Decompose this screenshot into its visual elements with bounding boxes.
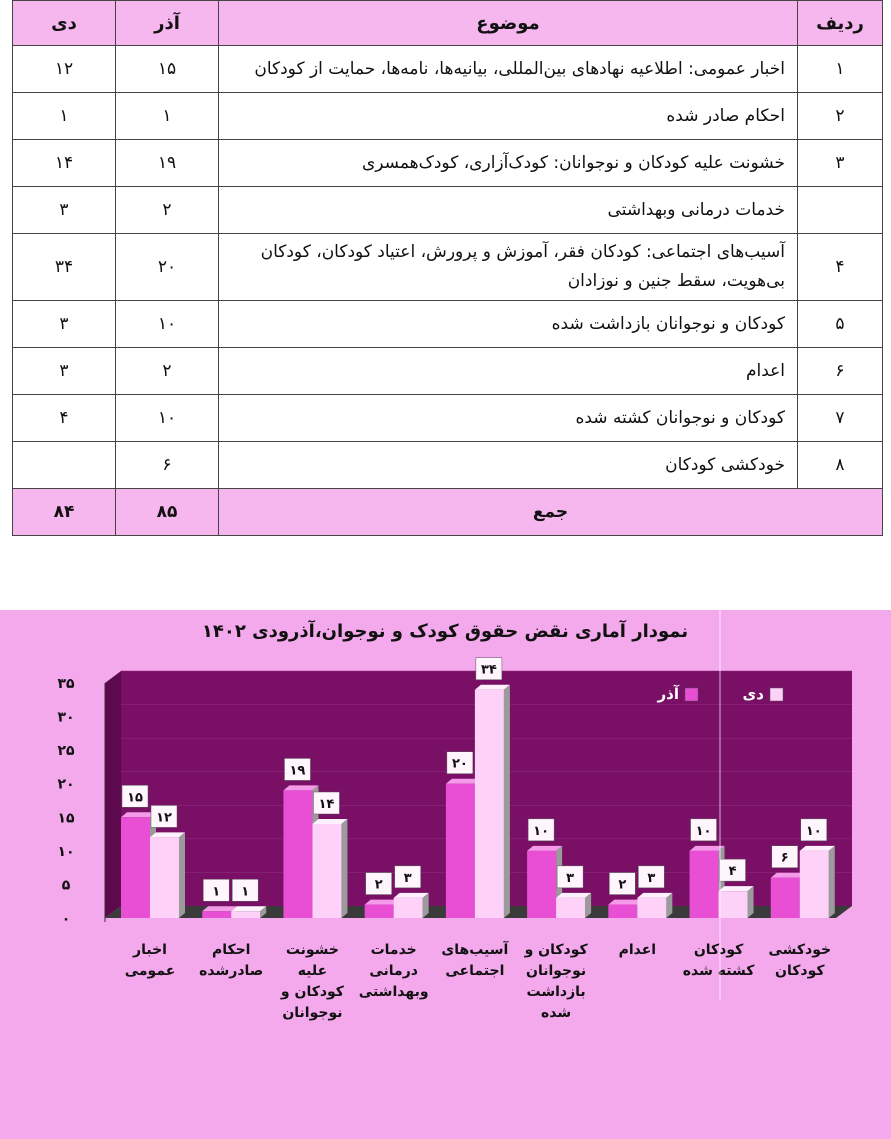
row-number-cell: ۶ bbox=[798, 348, 883, 395]
data-label: ۱۰ bbox=[533, 823, 550, 839]
x-tick-label: کودکان و bbox=[524, 942, 588, 958]
bar bbox=[690, 851, 719, 918]
subject-cell: خودکشی کودکان bbox=[219, 442, 798, 489]
row-number-cell: ۲ bbox=[798, 93, 883, 140]
table-row bbox=[13, 187, 883, 234]
dey-value-cell: ۳۴ bbox=[13, 234, 116, 301]
subject-cell: آسیب‌های اجتماعی: کودکان فقر، آموزش و پرورش، اعتیاد کودکان، کودکان بی‌هویت، سقط جنین و نوزادان bbox=[219, 234, 798, 301]
bar-top bbox=[527, 846, 562, 851]
x-tick-label: کودکان و bbox=[280, 984, 344, 1000]
bar bbox=[475, 690, 504, 918]
legend-label: آذر bbox=[657, 685, 679, 703]
row-number-cell bbox=[798, 187, 883, 234]
azar-value-cell: ۱۰ bbox=[116, 395, 219, 442]
table-row bbox=[13, 442, 883, 489]
x-tick-label: وبهداشتی bbox=[358, 984, 429, 1000]
subject-cell: اعدام bbox=[219, 348, 798, 395]
data-label: ۱۹ bbox=[289, 763, 306, 779]
azar-value-cell: ۶ bbox=[116, 442, 219, 489]
bar bbox=[800, 851, 829, 918]
y-tick-label: ۳۵ bbox=[57, 676, 75, 692]
plot-side-wall bbox=[105, 671, 121, 918]
y-tick-label: ۱۰ bbox=[57, 843, 75, 860]
x-tick-label: بازداشت bbox=[526, 984, 586, 1000]
x-tick-label: شده bbox=[541, 1005, 572, 1021]
bar-top bbox=[475, 685, 510, 690]
topics-table bbox=[12, 0, 883, 536]
data-label: ۱۴ bbox=[318, 797, 335, 812]
x-tick-label: نوجوانان bbox=[526, 963, 587, 979]
data-label: ۲ bbox=[374, 877, 383, 893]
y-tick-label: ۱۵ bbox=[57, 810, 75, 827]
bar bbox=[637, 898, 666, 918]
table-row bbox=[13, 46, 883, 93]
dey-value-cell: ۳ bbox=[13, 348, 116, 395]
x-tick-label: کودکان bbox=[775, 963, 825, 979]
x-tick-label: آسیب‌های bbox=[441, 942, 509, 958]
azar-value-cell: ۱۵ bbox=[116, 46, 219, 93]
header-row-number: ردیف bbox=[798, 1, 883, 46]
x-tick-label: اعدام bbox=[618, 942, 657, 958]
azar-value-cell: ۲۰ bbox=[116, 234, 219, 301]
data-label: ۱۰ bbox=[805, 823, 822, 839]
row-number-cell: ۳ bbox=[798, 140, 883, 187]
x-tick-label: خودکشی bbox=[768, 942, 832, 958]
azar-value-cell: ۲ bbox=[116, 348, 219, 395]
dey-value-cell bbox=[13, 442, 116, 489]
table-header-row bbox=[13, 1, 883, 46]
data-label: ۱ bbox=[212, 884, 221, 900]
azar-value-cell: ۱ bbox=[116, 93, 219, 140]
total-label: جمع bbox=[219, 489, 883, 536]
x-tick-label: علیه bbox=[297, 963, 328, 979]
x-tick-label: صادرشده bbox=[199, 963, 264, 979]
bar bbox=[608, 905, 637, 918]
bar-top bbox=[283, 785, 318, 790]
data-label: ۳ bbox=[647, 870, 656, 886]
bar bbox=[121, 817, 150, 918]
data-label: ۴ bbox=[728, 864, 737, 880]
x-tick-label: کشته شده bbox=[682, 963, 755, 979]
subject-cell: کودکان و نوجوانان بازداشت شده bbox=[219, 301, 798, 348]
data-label: ۱۵ bbox=[127, 790, 143, 806]
row-number-cell: ۵ bbox=[798, 301, 883, 348]
legend-label: دی bbox=[742, 685, 764, 703]
dey-value-cell: ۳ bbox=[13, 301, 116, 348]
dey-value-cell: ۱۲ bbox=[13, 46, 116, 93]
bar bbox=[150, 837, 179, 918]
row-number-cell: ۸ bbox=[798, 442, 883, 489]
table-row bbox=[13, 234, 883, 301]
x-tick-label: خشونت bbox=[285, 942, 340, 958]
bar bbox=[231, 911, 260, 918]
subject-cell: اخبار عمومی: اطلاعیه نهادهای بین‌المللی، بیانیه‌ها، نامه‌ها، حمایت از کودکان bbox=[219, 46, 798, 93]
x-tick-label: احکام bbox=[211, 942, 251, 958]
bar-top bbox=[637, 893, 672, 898]
total-row bbox=[13, 489, 883, 536]
y-tick-label: ۲۰ bbox=[57, 776, 75, 793]
table-row bbox=[13, 301, 883, 348]
x-tick-label: اخبار bbox=[133, 942, 167, 958]
bar-top bbox=[202, 906, 237, 911]
chart-panel bbox=[0, 610, 891, 1139]
table-row bbox=[13, 93, 883, 140]
data-label: ۲۰ bbox=[451, 756, 468, 772]
dey-value-cell: ۳ bbox=[13, 187, 116, 234]
x-tick-label: عمومی bbox=[124, 963, 176, 979]
data-label: ۳ bbox=[566, 870, 575, 886]
total-dey: ۸۴ bbox=[13, 489, 116, 536]
header-dey: دی bbox=[13, 1, 116, 46]
bar bbox=[771, 878, 800, 918]
bar-top bbox=[231, 906, 266, 911]
header-azar: آذر bbox=[116, 1, 219, 46]
bar-chart bbox=[0, 610, 891, 1139]
subject-cell: خدمات درمانی وبهداشتی bbox=[219, 187, 798, 234]
data-label: ۶ bbox=[780, 850, 789, 866]
bar bbox=[283, 790, 312, 918]
bar bbox=[527, 851, 556, 918]
bar bbox=[365, 905, 394, 918]
azar-value-cell: ۱۰ bbox=[116, 301, 219, 348]
bar-side bbox=[829, 846, 835, 918]
dey-value-cell: ۱ bbox=[13, 93, 116, 140]
data-label: ۱۲ bbox=[156, 810, 172, 826]
bar-side bbox=[504, 685, 510, 918]
bar bbox=[719, 891, 748, 918]
bar-top bbox=[719, 886, 754, 891]
subject-cell: خشونت علیه کودکان و نوجوانان: کودک‌آزاری، کودک‌همسری bbox=[219, 140, 798, 187]
data-label: ۱۰ bbox=[695, 823, 712, 839]
bar bbox=[556, 898, 585, 918]
chart-title: نمودار آماری نقض حقوق کودک و نوجوان،آذرودی ۱۴۰۲ bbox=[201, 621, 689, 642]
bar-side bbox=[341, 819, 347, 918]
dey-value-cell: ۱۴ bbox=[13, 140, 116, 187]
table-row bbox=[13, 140, 883, 187]
data-label: ۲ bbox=[618, 877, 627, 893]
topics-table-container bbox=[12, 0, 883, 536]
azar-value-cell: ۱۹ bbox=[116, 140, 219, 187]
dey-value-cell: ۴ bbox=[13, 395, 116, 442]
table-row bbox=[13, 395, 883, 442]
legend-swatch bbox=[685, 688, 698, 701]
bar-top bbox=[150, 832, 185, 837]
azar-value-cell: ۲ bbox=[116, 187, 219, 234]
data-label: ۱ bbox=[241, 884, 250, 900]
bar-top bbox=[394, 893, 429, 898]
subject-cell: احکام صادر شده bbox=[219, 93, 798, 140]
legend-swatch bbox=[770, 688, 783, 701]
row-number-cell: ۴ bbox=[798, 234, 883, 301]
y-tick-label: ۵ bbox=[61, 877, 71, 894]
bar-top bbox=[800, 846, 835, 851]
bar bbox=[312, 824, 341, 918]
bar-top bbox=[312, 819, 347, 824]
bar bbox=[446, 784, 475, 918]
bar-top bbox=[556, 893, 591, 898]
data-label: ۳۴ bbox=[480, 662, 497, 678]
row-number-cell: ۷ bbox=[798, 395, 883, 442]
table-row bbox=[13, 348, 883, 395]
x-tick-label: خدمات bbox=[370, 942, 417, 958]
bar-side bbox=[179, 832, 185, 918]
data-label: ۳ bbox=[403, 870, 412, 886]
x-tick-label: درمانی bbox=[369, 963, 418, 979]
bar bbox=[394, 898, 423, 918]
y-tick-label: ۰ bbox=[61, 911, 71, 927]
x-tick-label: نوجوانان bbox=[282, 1005, 343, 1021]
total-azar: ۸۵ bbox=[116, 489, 219, 536]
bar bbox=[202, 911, 231, 918]
bar-side bbox=[748, 886, 754, 918]
y-tick-label: ۳۰ bbox=[57, 709, 75, 726]
subject-cell: کودکان و نوجوانان کشته شده bbox=[219, 395, 798, 442]
bar-top bbox=[690, 846, 725, 851]
y-tick-label: ۲۵ bbox=[57, 743, 75, 760]
x-tick-label: کودکان bbox=[693, 942, 744, 958]
x-tick-label: اجتماعی bbox=[445, 963, 505, 979]
row-number-cell: ۱ bbox=[798, 46, 883, 93]
header-subject: موضوع bbox=[219, 1, 798, 46]
